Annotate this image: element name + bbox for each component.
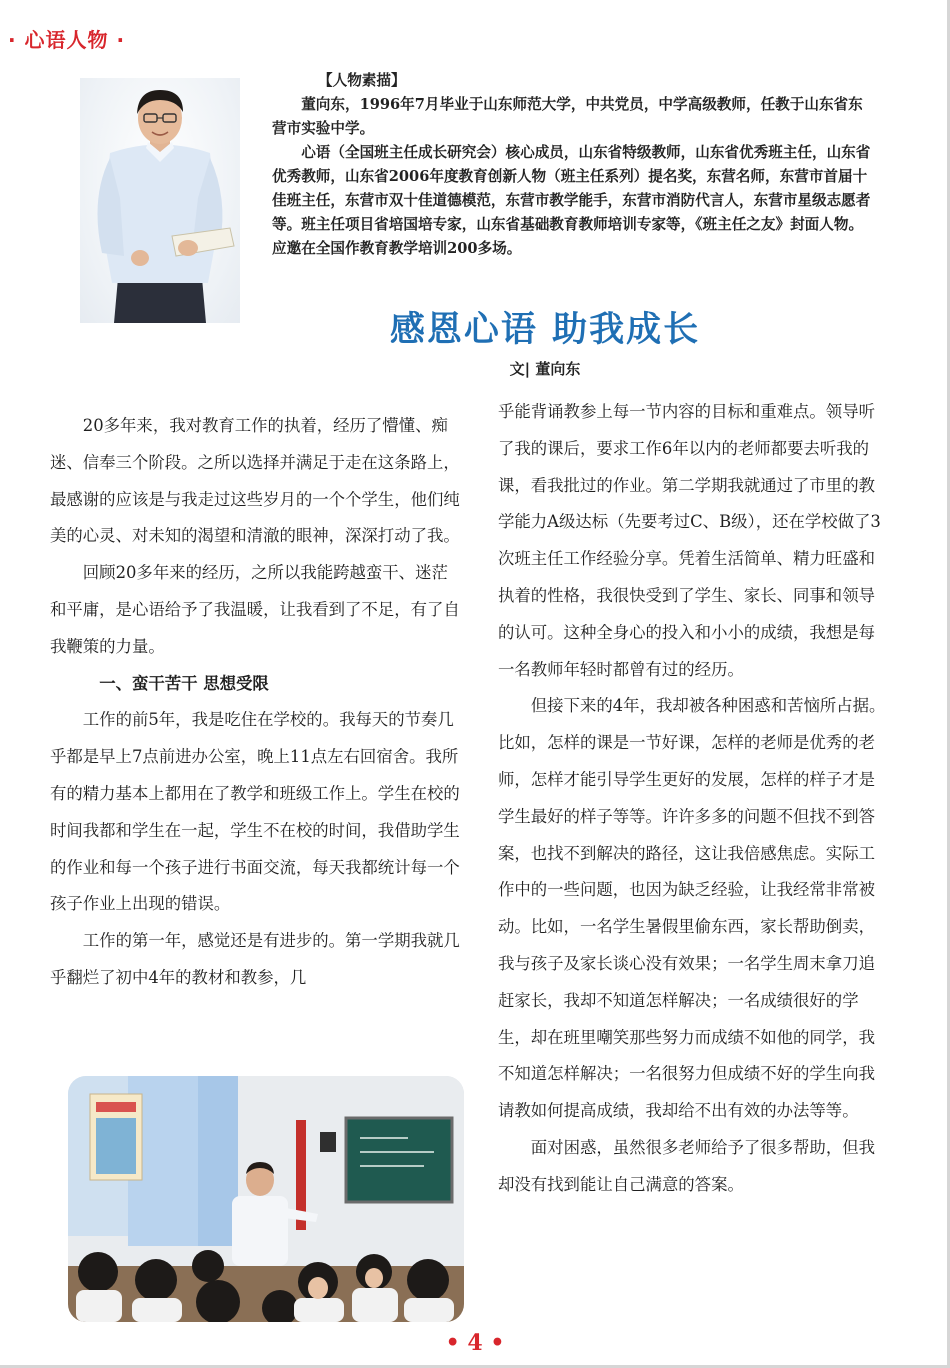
body-paragraph: 工作的前5年，我是吃住在学校的。我每天的节奏几乎都是早上7点前进办公室，晚上11点左右回宿舍。我所有的精力基本上都用在了教学和班级工作上。学生在校的时间我都和学生在一起，学生不在校的时间，我借助学生的作业和每一个孩子进行书面交流，每天我都统计每一个孩子作业上出现的错误。: [50, 710, 460, 914]
body-paragraph: 回顾20多年来的经历，之所以我能跨越蛮干、迷茫和平庸，是心语给予了我温暖，让我看到了不足，有了自我鞭策的力量。: [50, 563, 460, 656]
author-portrait: [80, 78, 240, 323]
right-column: [498, 394, 888, 1204]
article-byline: 文| 董向东: [509, 360, 581, 378]
body-paragraph: 乎能背诵教参上每一节内容的目标和重难点。领导听了我的课后，要求工作6年以内的老师都要去听我的课，看我批过的作业。第二学期我就通过了市里的教学能力A级达标（先要考过C、B级），还在学校做了3次班主任工作经验分享。凭着生活简单、精力旺盛和执着的性格，我很快受到了学生、家长、同事和领导的认可。这种全身心的投入和小小的成绩，我想是每一名教师年轻时都曾有过的经历。: [498, 402, 881, 679]
body-paragraph: 面对困惑，虽然很多老师给予了很多帮助，但我却没有找到能让自己满意的答案。: [498, 1137, 875, 1194]
bio-heading: 【人物素描】: [318, 72, 406, 89]
classroom-photo: [68, 1076, 464, 1322]
bio-block: [272, 69, 872, 261]
left-column: [50, 408, 460, 997]
bio-paragraph: 心语（全国班主任成长研究会）核心成员，山东省特级教师，山东省优秀班主任，山东省优秀教师，山东省2006年度教育创新人物（班主任系列）提名奖，东营名师，东营市首届十佳班主任，东营市双十佳道德模范，东营市教学能手，东营市消防代言人，东营市星级志愿者等。班主任项目省培国培专家，山东省基础教育教师培训专家等，《班主任之友》封面人物。应邀在全国作教育教学培训200多场。: [272, 144, 871, 257]
page-number: • 4 •: [445, 1330, 505, 1356]
section-tag: · 心语人物 ·: [8, 28, 126, 52]
section-subheading: 一、蛮干苦干 思想受限: [99, 673, 269, 693]
bio-paragraph: 董向东，1996年7月毕业于山东师范大学，中共党员，中学高级教师，任教于山东省东营市实验中学。: [272, 96, 863, 137]
article-title: 感恩心语 助我成长: [389, 310, 701, 350]
body-paragraph: 但接下来的4年，我却被各种困惑和苦恼所占据。比如，怎样的课是一节好课，怎样的老师是优秀的老师，怎样才能引导学生更好的发展，怎样的样子才是学生最好的样子等等。许许多多的问题不但找不到答案，也找不到解决的路径，这让我倍感焦虑。实际工作中的一些问题，也因为缺乏经验，让我经常非常被动。比如，一名学生暑假里偷东西，家长帮助倒卖，我与孩子及家长谈心没有效果；一名学生周末拿刀追赶家长，我却不知道怎样解决；一名成绩很好的学生，却在班里嘲笑那些努力而成绩不如他的同学，我不知道怎样解决；一名很努力但成绩不好的学生向我请教如何提高成绩，我却给不出有效的办法等等。: [498, 696, 886, 1121]
body-paragraph: 20多年来，我对教育工作的执着，经历了懵懂、痴迷、信奉三个阶段。之所以选择并满足于走在这条路上，最感谢的应该是与我走过这些岁月的一个个学生，他们纯美的心灵、对未知的渴望和清澈的眼神，深深打动了我。: [50, 416, 460, 546]
body-paragraph: 工作的第一年，感觉还是有进步的。第一学期我就几乎翻烂了初中4年的教材和教参，几: [50, 931, 460, 987]
